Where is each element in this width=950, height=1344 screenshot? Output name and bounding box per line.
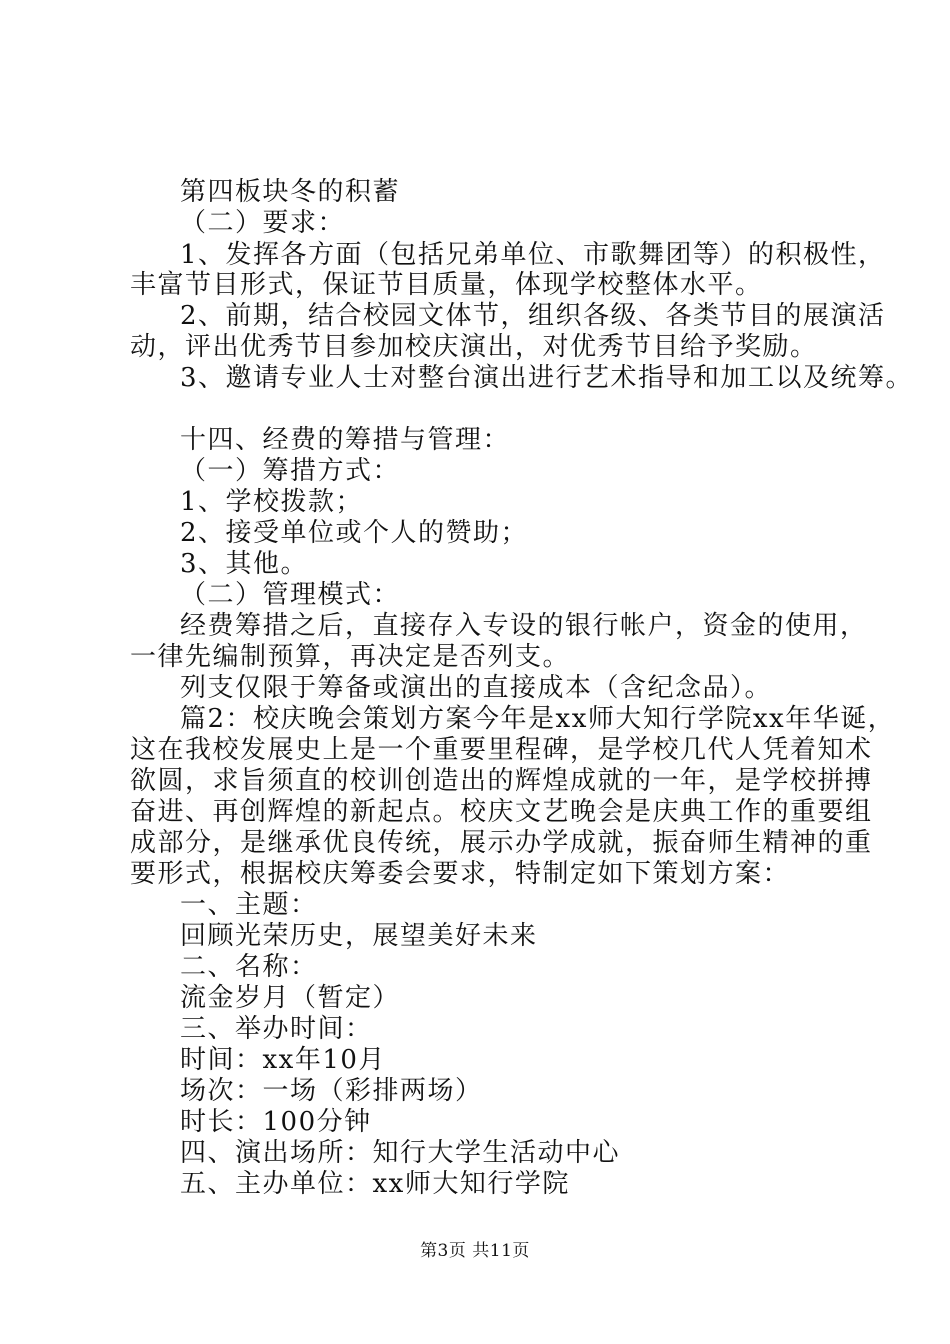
subheading: （二）要求： bbox=[180, 208, 346, 238]
paragraph-line: 丰富节目形式，保证节目质量，体现学校整体水平。 bbox=[130, 270, 763, 300]
list-item: 3、其他。 bbox=[180, 549, 309, 579]
paragraph-line: 经费筹措之后，直接存入专设的银行帐户，资金的使用， bbox=[180, 611, 868, 641]
paragraph-line: 1、发挥各方面（包括兄弟单位、市歌舞团等）的积极性， bbox=[180, 240, 886, 270]
paragraph-line: 时长：100分钟 bbox=[180, 1107, 372, 1137]
paragraph-line: 成部分，是继承优良传统，展示办学成就，振奋师生精神的重 bbox=[130, 828, 873, 858]
paragraph-line: 一律先编制预算，再决定是否列支。 bbox=[130, 642, 571, 672]
subheading: （二）管理模式： bbox=[180, 580, 401, 610]
paragraph-line: 篇2：校庆晚会策划方案今年是xx师大知行学院xx年华诞， bbox=[180, 704, 896, 734]
paragraph-line: 流金岁月（暂定） bbox=[180, 983, 401, 1013]
section-heading: 四、演出场所：知行大学生活动中心 bbox=[180, 1138, 621, 1168]
paragraph-line: 列支仅限于筹备或演出的直接成本（含纪念品）。 bbox=[180, 673, 773, 703]
section-heading: 二、名称： bbox=[180, 952, 318, 982]
section-heading: 五、主办单位：xx师大知行学院 bbox=[180, 1169, 570, 1199]
list-item: 1、学校拨款； bbox=[180, 487, 364, 517]
paragraph-line: 这在我校发展史上是一个重要里程碑，是学校几代人凭着知术 bbox=[130, 735, 873, 765]
section-heading: 第四板块冬的积蓄 bbox=[180, 177, 401, 207]
list-item: 2、接受单位或个人的赞助； bbox=[180, 518, 529, 548]
page-number-footer: 第3页 共11页 bbox=[420, 1241, 530, 1261]
paragraph-line: 动，评出优秀节目参加校庆演出，对优秀节目给予奖励。 bbox=[130, 332, 818, 362]
subheading: （一）筹措方式： bbox=[180, 456, 401, 486]
section-heading: 一、主题： bbox=[180, 890, 318, 920]
section-heading: 十四、经费的筹措与管理： bbox=[180, 425, 511, 455]
paragraph-line: 3、邀请专业人士对整台演出进行艺术指导和加工以及统筹。 bbox=[180, 363, 914, 393]
paragraph-line: 时间：xx年10月 bbox=[180, 1045, 386, 1075]
paragraph-line: 欲圆，求旨须直的校训创造出的辉煌成就的一年，是学校拼搏 bbox=[130, 766, 873, 796]
paragraph-line: 2、前期，结合校园文体节，组织各级、各类节目的展演活 bbox=[180, 301, 886, 331]
paragraph-line: 要形式，根据校庆筹委会要求，特制定如下策划方案： bbox=[130, 859, 791, 889]
paragraph-line: 回顾光荣历史，展望美好未来 bbox=[180, 921, 538, 951]
section-heading: 三、举办时间： bbox=[180, 1014, 373, 1044]
paragraph-line: 场次：一场（彩排两场） bbox=[180, 1076, 483, 1106]
paragraph-line: 奋进、再创辉煌的新起点。校庆文艺晚会是庆典工作的重要组 bbox=[130, 797, 873, 827]
